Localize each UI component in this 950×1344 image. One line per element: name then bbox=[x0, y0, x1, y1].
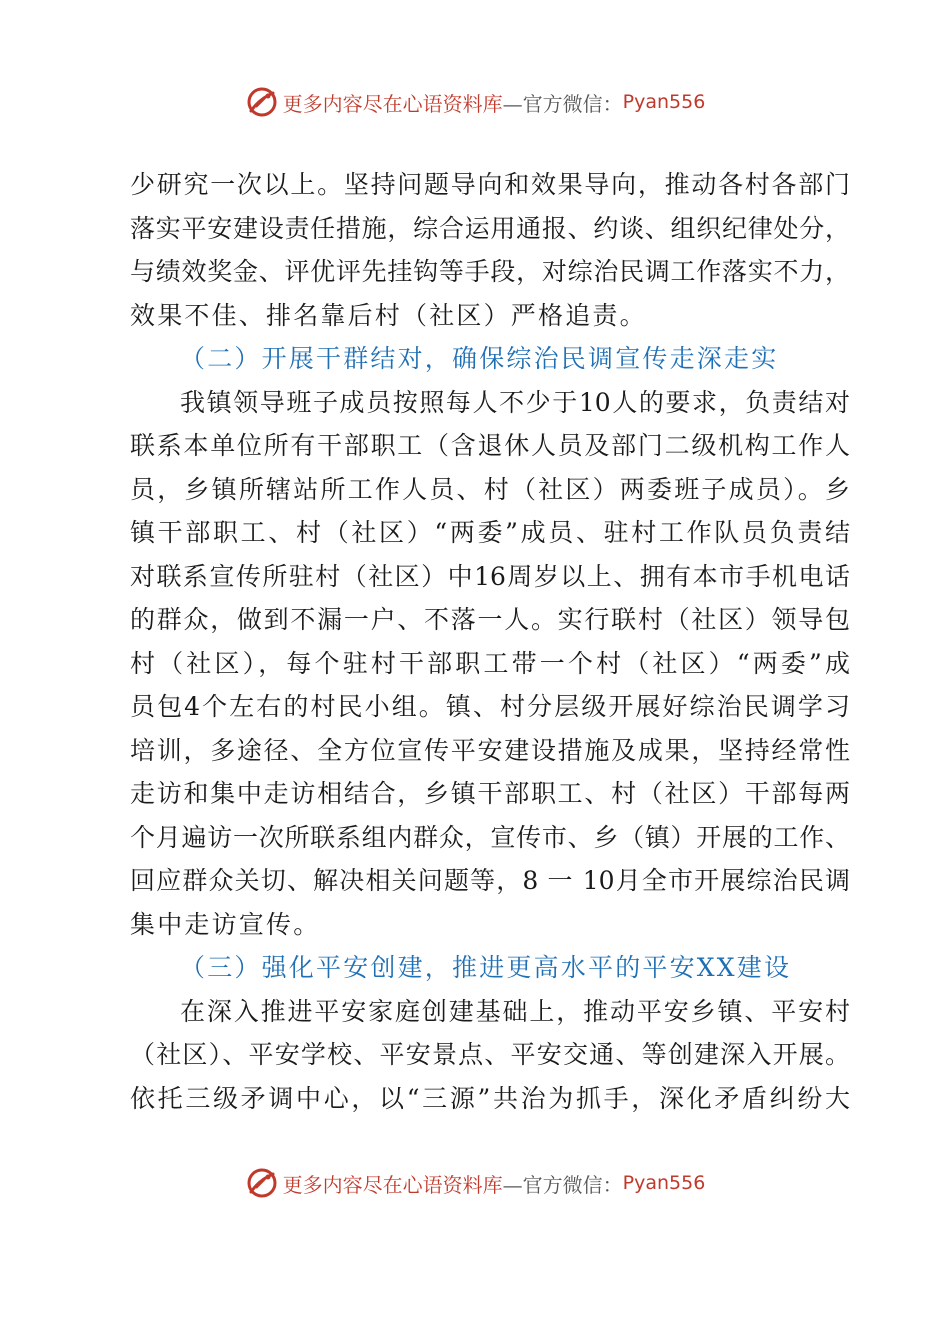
body-text-line: 效果不佳、排名靠后村（社区）严格追责。 bbox=[130, 300, 647, 330]
body-text-line: 回应群众关切、解决相关问题等，8 一 10月全市开展综治民调 bbox=[130, 866, 850, 895]
logo-icon bbox=[245, 85, 279, 119]
body-text-line: 对联系宣传所驻村（社区）中16周岁以上、拥有本市手机电话 bbox=[130, 561, 850, 591]
body-text-line: 的群众，做到不漏一户、不落一人。实行联村（社区）领导包 bbox=[130, 605, 850, 634]
body-text-line: 个月遍访一次所联系组内群众，宣传市、乡（镇）开展的工作、 bbox=[130, 822, 850, 852]
body-text-line: 联系本单位所有干部职工（含退休人员及部门二级机构工作人 bbox=[130, 431, 850, 460]
body-text-line: 走访和集中走访相结合，乡镇干部职工、村（社区）干部每两 bbox=[130, 779, 850, 808]
body-text-line: （社区）、平安学校、平安景点、平安交通、等创建深入开展。 bbox=[130, 1040, 850, 1069]
banner-separator: —官方微信： bbox=[502, 1172, 623, 1197]
body-text-line: 落实平安建设责任措施，综合运用通报、约谈、组织纪律处分， bbox=[130, 213, 850, 243]
body-text-line: 镇干部职工、村（社区）“两委”成员、驻村工作队员负责结 bbox=[130, 518, 850, 547]
body-text-line: 村（社区），每个驻村干部职工带一个村（社区）“两委”成 bbox=[130, 648, 850, 678]
footer-watermark-banner bbox=[0, 1163, 950, 1203]
body-text-line: 员，乡镇所辖站所工作人员、村（社区）两委班子成员）。乡 bbox=[130, 474, 850, 504]
body-text-line: 培训，多途径、全方位宣传平安建设措施及成果，坚持经常性 bbox=[130, 735, 850, 765]
section-heading: （三）强化平安创建，推进更高水平的平安XX建设 bbox=[180, 953, 792, 982]
body-text-line: 在深入推进平安家庭创建基础上，推动平安乡镇、平安村 bbox=[180, 996, 850, 1026]
banner-separator: —官方微信： bbox=[502, 91, 623, 116]
document-body bbox=[130, 163, 850, 1120]
section-heading: （二）开展干群结对，确保综治民调宣传走深走实 bbox=[180, 344, 779, 373]
header-watermark-banner bbox=[0, 82, 950, 122]
body-text-line: 我镇领导班子成员按照每人不少于10人的要求，负责结对 bbox=[180, 387, 850, 417]
body-text-line: 与绩效奖金、评优评先挂钩等手段，对综治民调工作落实不力， bbox=[130, 257, 850, 286]
banner-wechat-id: Pyan556 bbox=[622, 1172, 706, 1194]
banner-text: 更多内容尽在心语资料库 bbox=[282, 1172, 503, 1197]
body-text-line: 依托三级矛调中心，以“三源”共治为抓手，深化矛盾纠纷大 bbox=[130, 1083, 850, 1113]
body-text-line: 集中走访宣传。 bbox=[130, 909, 321, 939]
banner-wechat-id: Pyan556 bbox=[622, 91, 706, 113]
banner-text: 更多内容尽在心语资料库 bbox=[282, 91, 503, 116]
logo-icon bbox=[245, 1166, 279, 1200]
body-text-line: 员包4个左右的村民小组。镇、村分层级开展好综治民调学习 bbox=[130, 692, 850, 721]
body-text-line: 少研究一次以上。坚持问题导向和效果导向，推动各村各部门 bbox=[130, 170, 850, 199]
